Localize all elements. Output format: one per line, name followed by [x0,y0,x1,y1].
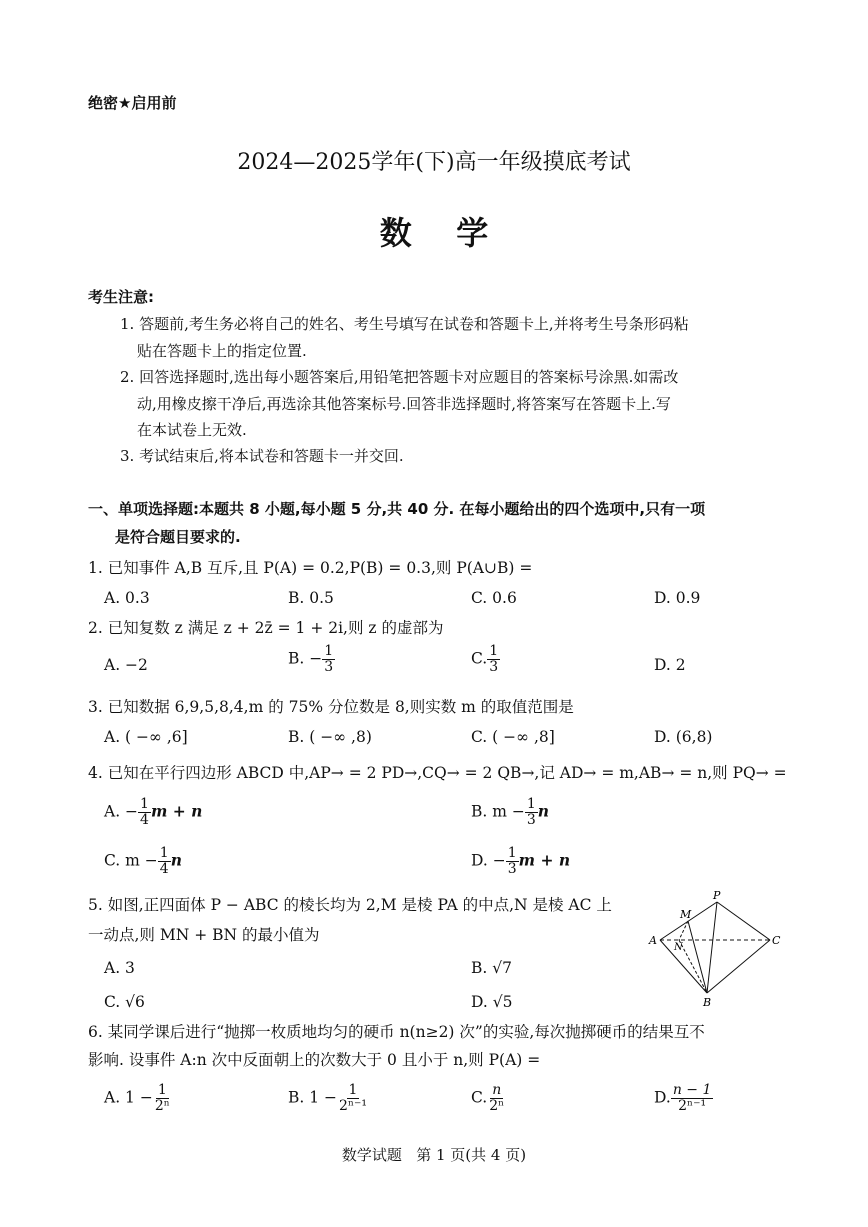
q1-option-b: B. 0.5 [288,589,334,607]
q4-stem: 4. 已知在平行四边形 ABCD 中,AP→ = 2 PD→,CQ→ = 2 QB→,记 AD→ = m,AB→ = n,则 PQ→ = [88,764,787,782]
notice-item2-line1: 2. 回答选择题时,选出每小题答案后,用铅笔把答题卡对应题目的答案标号涂黑.如需改 [120,368,679,386]
q2-option-b-num: 1 [324,643,334,659]
label-b: B [703,996,712,1009]
q5-option-a: A. 3 [104,959,135,977]
q2-option-c-den: 3 [489,659,499,675]
q4-option-a [104,797,202,828]
page-footer: 数学试题 第 1 页(共 4 页) [341,1146,527,1164]
q4-option-b [471,797,549,828]
section1-line1: 一、单项选择题:本题共 8 小题,每小题 5 分,共 40 分. 在每小题给出的四个选项中,只有一项 [88,500,706,518]
q6-option-c [471,1083,506,1114]
q6-option-a [104,1083,172,1114]
notice-item2-line3: 在本试卷上无效. [137,421,247,439]
q6-option-c-prefix: C. [471,1088,488,1107]
q4-option-a-den: 4 [140,812,149,828]
q6-option-d-den: 2ⁿ⁻¹ [678,1098,707,1114]
q4-option-d-den: 3 [507,861,517,877]
q2-option-d: D. 2 [654,656,686,674]
label-p: P [713,889,721,902]
q6-option-d-num: n − 1 [672,1082,712,1098]
q1-stem: 1. 已知事件 A,B 互斥,且 P(A) = 0.2,P(B) = 0.3,则 P(A∪B) = [88,559,533,577]
q3-option-c: C. ( −∞ ,8] [471,728,555,746]
edge-pb [707,902,717,993]
label-n: N [674,942,683,953]
q2-option-b [288,644,335,675]
q6-stem-line1: 6. 某同学课后进行“抛掷一枚质地均匀的硬币 n(n≥2) 次”的实验,每次抛掷硬币的结果互不 [88,1023,705,1041]
notice-item3: 3. 考试结束后,将本试卷和答题卡一并交回. [120,447,404,465]
q2-option-b-den: 3 [324,659,334,675]
q6-option-b-den: 2ⁿ⁻¹ [339,1098,367,1114]
notice-item1-line1: 1. 答题前,考生务必将自己的姓名、考生号填写在试卷和答题卡上,并将考生号条形码粘 [120,315,689,333]
q6-option-b-prefix: B. 1 − [288,1088,338,1107]
q4-option-c-num: 1 [159,845,169,861]
edge-cb [707,940,770,993]
secret-mark: 绝密★启用前 [88,94,177,112]
q6-option-d [654,1083,713,1114]
q1-option-c: C. 0.6 [471,589,517,607]
q1-option-a: A. 0.3 [104,589,150,607]
q3-option-a: A. ( −∞ ,6] [104,728,188,746]
q4-option-d-num: 1 [507,845,517,861]
q5-option-c: C. √6 [104,993,145,1011]
notice-title: 考生注意: [88,288,154,306]
q2-option-c [471,644,500,675]
q4-option-c [104,846,182,877]
q5-option-b: B. √7 [471,959,512,977]
tetrahedron-figure [645,888,785,1012]
q4-option-d [471,846,570,877]
q2-stem: 2. 已知复数 z 满足 z + 2z̄ = 1 + 2i,则 z 的虚部为 [88,619,444,637]
q6-option-b [288,1083,369,1114]
q2-option-b-prefix: B. − [288,649,323,668]
section1-line2: 是符合题目要求的. [115,528,241,546]
notice-item1-line2: 贴在答题卡上的指定位置. [137,342,307,360]
q2-option-c-prefix: C. [471,649,488,668]
q4-option-a-prefix: A. − [104,802,139,821]
q6-option-a-prefix: A. 1 − [104,1088,153,1107]
q2-option-a: A. −2 [104,656,148,674]
q6-option-a-den: 2ⁿ [154,1098,170,1114]
q4-option-d-prefix: D. − [471,851,506,870]
q4-option-d-suffix: m + n [518,850,571,870]
q4-option-c-prefix: C. m − [104,851,158,870]
q5-stem-line1: 5. 如图,正四面体 P − ABC 的棱长均为 2,M 是棱 PA 的中点,N 是棱 AC 上 [88,896,612,914]
exam-title: 2024—2025学年(下)高一年级摸底考试 [237,150,631,175]
q6-option-c-num: n [492,1082,502,1098]
q3-option-b: B. ( −∞ ,8) [288,728,372,746]
q3-option-d: D. (6,8) [654,728,713,746]
label-c: C [772,934,781,947]
label-m: M [680,908,692,921]
q3-stem: 3. 已知数据 6,9,5,8,4,m 的 75% 分位数是 8,则实数 m 的取值范围是 [88,698,574,716]
label-a: A [649,934,657,947]
q4-option-a-suffix: m + n [150,801,203,821]
q6-option-a-num: 1 [157,1082,167,1098]
q6-option-b-num: 1 [348,1082,358,1098]
q4-option-c-den: 4 [159,861,169,877]
q4-option-b-prefix: B. m − [471,802,525,821]
subject-title: 数 学 [379,214,489,252]
q5-option-d: D. √5 [471,993,513,1011]
q4-option-b-den: 3 [526,812,536,828]
q4-option-b-num: 1 [526,796,536,812]
q2-option-c-num: 1 [489,643,499,659]
q6-stem-line2: 影响. 设事件 A:n 次中反面朝上的次数大于 0 且小于 n,则 P(A) = [88,1051,541,1069]
q6-option-d-prefix: D. [654,1088,671,1107]
q4-option-b-suffix: n [537,801,550,821]
notice-item2-line2: 动,用橡皮擦干净后,再选涂其他答案标号.回答非选择题时,将答案写在答题卡上.写 [137,395,671,413]
q4-option-c-suffix: n [170,850,182,870]
q6-option-c-den: 2ⁿ [489,1098,505,1114]
q1-option-d: D. 0.9 [654,589,701,607]
edge-pc [717,902,770,940]
q5-stem-line2: 一动点,则 MN + BN 的最小值为 [88,926,320,944]
q4-option-a-num: 1 [140,796,149,812]
